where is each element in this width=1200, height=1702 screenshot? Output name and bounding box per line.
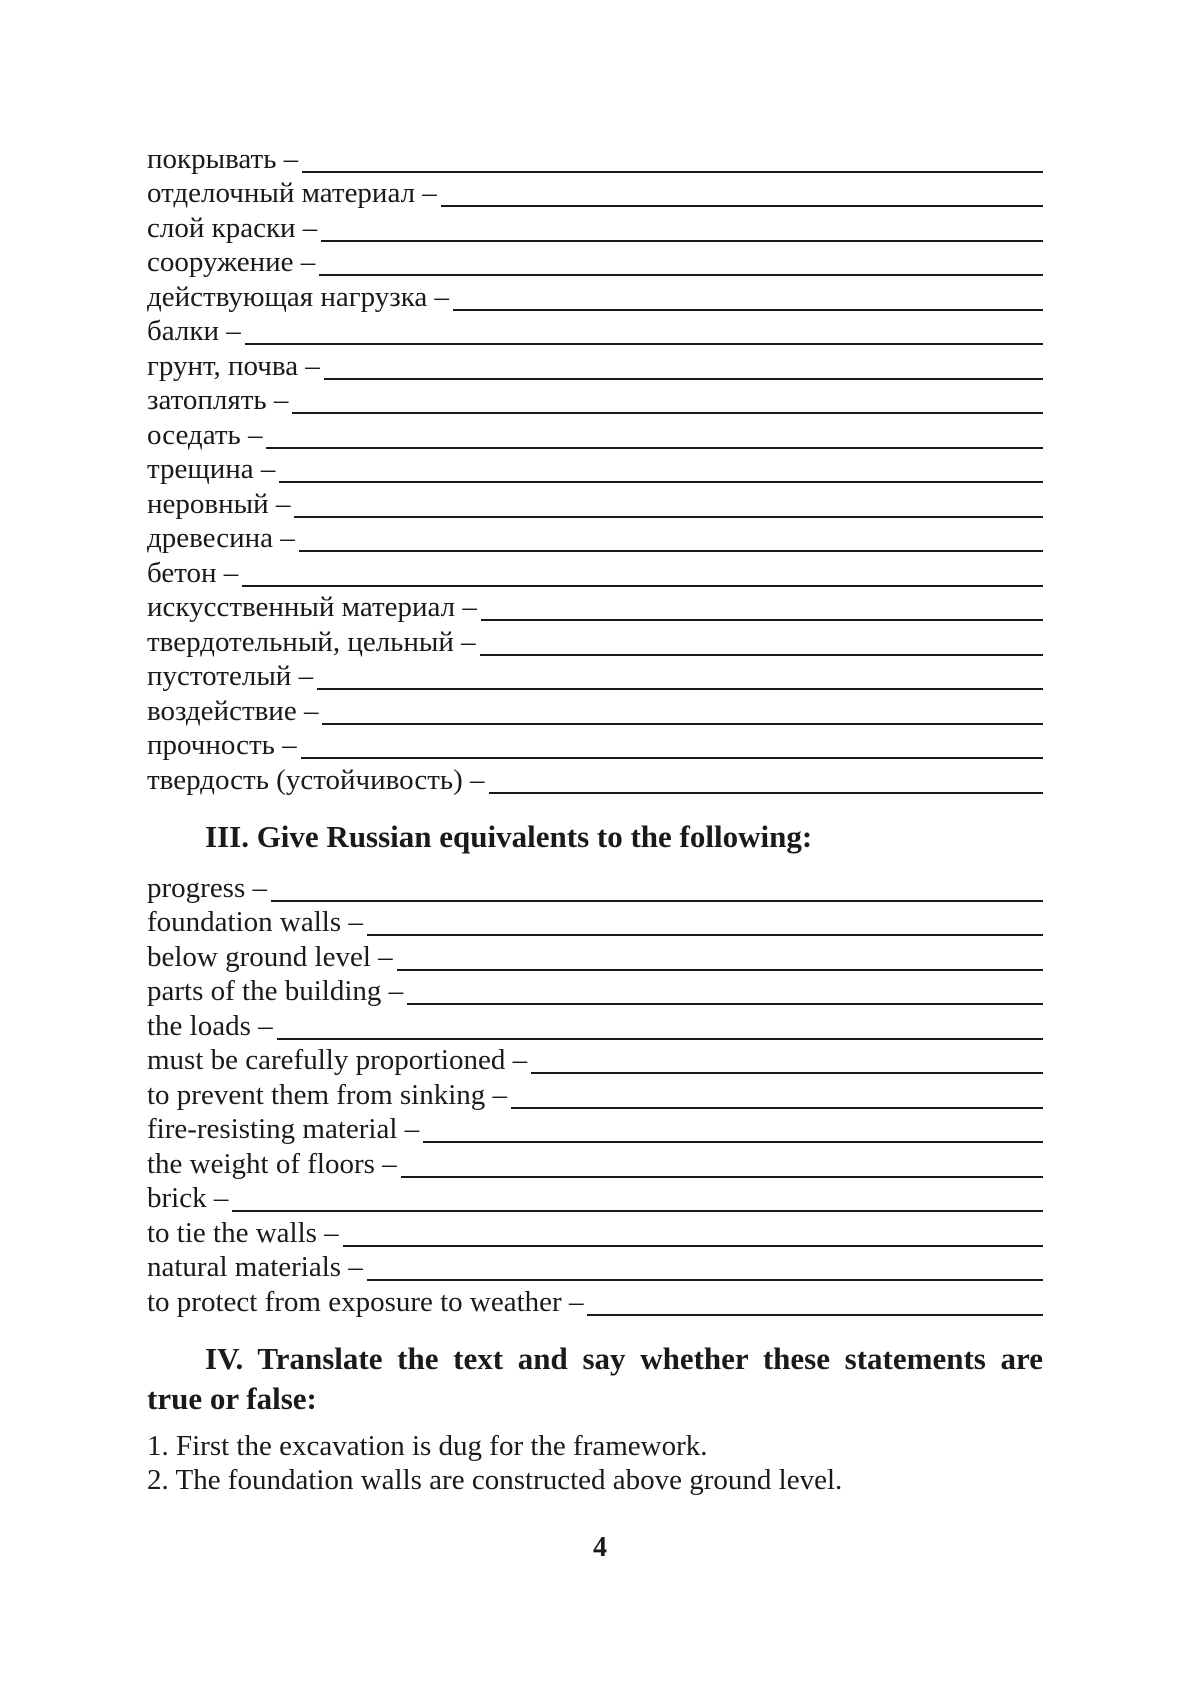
answer-blank[interactable] bbox=[324, 377, 1043, 380]
section-4-heading bbox=[147, 1339, 1043, 1419]
vocab-row bbox=[147, 728, 1043, 763]
statement-item: 1. First the excavation is dug for the framework. bbox=[147, 1430, 708, 1462]
vocab-row bbox=[147, 452, 1043, 487]
answer-blank[interactable] bbox=[319, 273, 1043, 276]
vocab-row bbox=[147, 486, 1043, 521]
phrase-term: to protect from exposure to weather – bbox=[147, 1285, 584, 1318]
answer-blank[interactable] bbox=[343, 1244, 1043, 1247]
statement-item: 2. The foundation walls are constructed above ground level. bbox=[147, 1464, 843, 1496]
vocab-row bbox=[147, 624, 1043, 659]
answer-blank[interactable] bbox=[301, 756, 1043, 759]
answer-blank[interactable] bbox=[277, 1037, 1043, 1040]
vocab-term: сооружение – bbox=[147, 246, 316, 278]
vocab-row bbox=[147, 383, 1043, 418]
answer-blank[interactable] bbox=[481, 618, 1043, 621]
vocab-term: покрывать – bbox=[147, 142, 299, 175]
phrase-term: below ground level – bbox=[147, 940, 393, 973]
phrase-row bbox=[147, 1215, 1043, 1250]
answer-blank[interactable] bbox=[302, 170, 1043, 173]
vocab-row bbox=[147, 210, 1043, 245]
section-3-heading bbox=[147, 817, 1043, 857]
answer-blank[interactable] bbox=[489, 791, 1043, 794]
phrase-term: foundation walls – bbox=[147, 906, 363, 938]
vocab-term: воздействие – bbox=[147, 694, 319, 727]
answer-blank[interactable] bbox=[531, 1071, 1043, 1074]
phrase-row bbox=[147, 1008, 1043, 1043]
vocab-term: трещина – bbox=[147, 453, 276, 485]
answer-blank[interactable] bbox=[292, 411, 1043, 414]
vocab-term: неровный – bbox=[147, 487, 291, 520]
answer-blank[interactable] bbox=[480, 653, 1043, 656]
vocab-row bbox=[147, 348, 1043, 383]
phrase-row bbox=[147, 1077, 1043, 1112]
answer-blank[interactable] bbox=[423, 1140, 1043, 1143]
vocab-row bbox=[147, 521, 1043, 556]
answer-blank[interactable] bbox=[242, 584, 1043, 587]
vocab-term: грунт, почва – bbox=[147, 349, 320, 382]
vocab-row bbox=[147, 279, 1043, 314]
answer-blank[interactable] bbox=[317, 687, 1043, 690]
vocabulary-list-english bbox=[147, 870, 1043, 1319]
phrase-term: natural materials – bbox=[147, 1251, 363, 1283]
vocab-row bbox=[147, 141, 1043, 176]
section-4-heading-text: IV. Translate the text and say whether these statements are true or false: bbox=[147, 1341, 1043, 1416]
vocab-term: оседать – bbox=[147, 418, 263, 451]
phrase-term: the loads – bbox=[147, 1009, 273, 1042]
vocab-row bbox=[147, 176, 1043, 211]
answer-blank[interactable] bbox=[232, 1209, 1043, 1212]
answer-blank[interactable] bbox=[453, 308, 1043, 311]
vocabulary-list-russian bbox=[147, 141, 1043, 797]
answer-blank[interactable] bbox=[367, 1278, 1043, 1281]
answer-blank[interactable] bbox=[401, 1175, 1043, 1178]
phrase-term: the weight of floors – bbox=[147, 1147, 397, 1180]
answer-blank[interactable] bbox=[441, 204, 1043, 207]
answer-blank[interactable] bbox=[367, 933, 1043, 936]
phrase-row bbox=[147, 1043, 1043, 1078]
phrase-row bbox=[147, 1284, 1043, 1319]
vocab-row bbox=[147, 762, 1043, 797]
phrase-term: to tie the walls – bbox=[147, 1216, 339, 1249]
phrase-row bbox=[147, 1112, 1043, 1147]
phrase-term: progress – bbox=[147, 871, 268, 904]
phrase-term: must be carefully proportioned – bbox=[147, 1044, 528, 1076]
vocab-term: прочность – bbox=[147, 729, 297, 761]
vocab-row bbox=[147, 590, 1043, 625]
vocab-row bbox=[147, 245, 1043, 280]
phrase-term: brick – bbox=[147, 1182, 229, 1214]
vocab-row bbox=[147, 659, 1043, 694]
phrase-row bbox=[147, 1146, 1043, 1181]
vocab-row bbox=[147, 417, 1043, 452]
phrase-row bbox=[147, 939, 1043, 974]
phrase-term: to prevent them from sinking – bbox=[147, 1078, 508, 1111]
answer-blank[interactable] bbox=[407, 1002, 1043, 1005]
phrase-row bbox=[147, 905, 1043, 940]
answer-blank[interactable] bbox=[294, 515, 1043, 518]
page-number: 4 bbox=[593, 1532, 607, 1563]
answer-blank[interactable] bbox=[245, 342, 1043, 345]
vocab-term: древесина – bbox=[147, 522, 295, 554]
answer-blank[interactable] bbox=[279, 480, 1043, 483]
answer-blank[interactable] bbox=[299, 549, 1043, 552]
section-3-heading-text: III. Give Russian equivalents to the following: bbox=[205, 819, 813, 854]
vocab-term: действующая нагрузка – bbox=[147, 280, 449, 313]
vocab-term: слой краски – bbox=[147, 211, 318, 244]
answer-blank[interactable] bbox=[511, 1106, 1043, 1109]
vocab-term: твердотельный, цельный – bbox=[147, 625, 476, 658]
vocab-term: искусственный материал – bbox=[147, 591, 477, 623]
vocab-term: пустотелый – bbox=[147, 660, 314, 692]
vocab-row bbox=[147, 693, 1043, 728]
vocab-term: балки – bbox=[147, 315, 241, 347]
phrase-term: fire-resisting material – bbox=[147, 1113, 420, 1145]
phrase-row bbox=[147, 870, 1043, 905]
vocab-row bbox=[147, 314, 1043, 349]
answer-blank[interactable] bbox=[271, 899, 1043, 902]
vocab-term: бетон – bbox=[147, 556, 239, 589]
vocab-term: твердость (устойчивость) – bbox=[147, 763, 485, 796]
vocab-term: отделочный материал – bbox=[147, 177, 437, 209]
answer-blank[interactable] bbox=[397, 968, 1043, 971]
phrase-row bbox=[147, 1250, 1043, 1285]
answer-blank[interactable] bbox=[321, 239, 1043, 242]
phrase-row bbox=[147, 1181, 1043, 1216]
phrase-row bbox=[147, 974, 1043, 1009]
statements-list bbox=[147, 1429, 1043, 1497]
answer-blank[interactable] bbox=[587, 1313, 1043, 1316]
phrase-term: parts of the building – bbox=[147, 975, 404, 1007]
vocab-term: затоплять – bbox=[147, 384, 289, 416]
vocab-row bbox=[147, 555, 1043, 590]
answer-blank[interactable] bbox=[266, 446, 1043, 449]
answer-blank[interactable] bbox=[322, 722, 1043, 725]
